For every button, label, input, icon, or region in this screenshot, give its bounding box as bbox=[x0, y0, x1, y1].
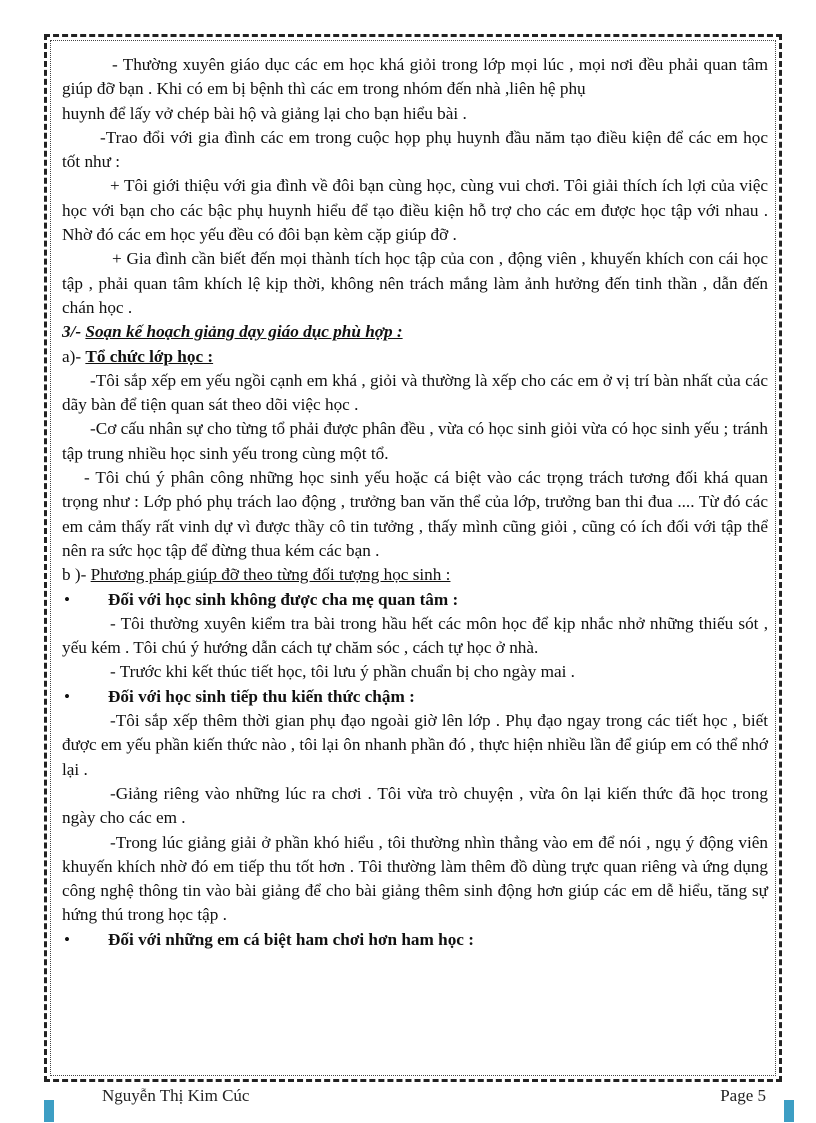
section-b2 bbox=[62, 709, 768, 928]
bullet-icon: • bbox=[64, 686, 71, 706]
paragraph: - Tôi chú ý phân công những học sinh yếu hoặc cá biệt vào các trọng trách tương đối khá quan trọng như : Lớp phó phụ trách lao động , trưởng ban văn thể của lớp, trưởng ban thi đua .... Từ đó các em cảm thấy rất vinh dự vì được thầy cô tin tưởng , thấy mình cũng giỏi , cũng có ích đối với tập thể nên ra sức học tập để đừng thua kém các bạn . bbox=[62, 468, 768, 560]
paragraph: + Tôi giới thiệu với gia đình về đôi bạn cùng học, cùng vui chơi. Tôi giải thích ích lợi của việc học với bạn cho các bậc phụ huynh hiểu để tạo điều kiện hỗ trợ cho các em được học tập với nhau . Nhờ đó các em học yếu đều có đôi bạn kèm cặp giúp đỡ . bbox=[62, 176, 768, 245]
paragraph: -Giảng riêng vào những lúc ra chơi . Tôi vừa trò chuyện , vừa ôn lại kiến thức đã học trong ngày cho các em . bbox=[62, 783, 768, 828]
paragraph: -Cơ cấu nhân sự cho từng tổ phải được phân đều , vừa có học sinh giỏi vừa có học sinh yếu ; tránh tập trung nhiều học sinh yếu trong cùng một tổ. bbox=[62, 419, 768, 463]
heading-3-prefix: 3/- bbox=[62, 322, 82, 342]
heading-b-title: Phương pháp giúp đỡ theo từng đối tượng học sinh : bbox=[90, 565, 451, 585]
corner-decoration-left bbox=[44, 1100, 54, 1122]
document-body bbox=[62, 53, 768, 952]
bullet-icon: • bbox=[64, 589, 71, 609]
paragraph: + Gia đình cần biết đến mọi thành tích học tập của con , động viên , khuyến khích con cái học tập , phải quan tâm khích lệ kịp thời, không nên trách mắng làm ảnh hưởng đến tinh thần , dẫn đến chán học . bbox=[62, 249, 768, 317]
bullet-item-3 bbox=[62, 928, 768, 952]
heading-a-title: Tổ chức lớp học : bbox=[85, 346, 214, 366]
paragraph: -Tôi sắp xếp thêm thời gian phụ đạo ngoài giờ lên lớp . Phụ đạo ngay trong các tiết học , biết được em yếu phần kiến thức nào , tôi lại ôn nhanh phần đó , thực hiện nhiều lần để giúp em có thể nhớ lại . bbox=[62, 711, 768, 779]
bullet-icon: • bbox=[64, 929, 71, 949]
bullet-text: Đối với học sinh tiếp thu kiến thức chậm : bbox=[108, 686, 415, 706]
heading-a-prefix: a)- bbox=[62, 346, 82, 366]
paragraph: huynh để lấy vở chép bài hộ và giảng lại cho bạn hiểu bài . bbox=[62, 103, 467, 123]
intro-section bbox=[62, 53, 768, 320]
heading-3-title: Soạn kế hoạch giảng dạy giáo dục phù hợp : bbox=[85, 322, 403, 342]
paragraph: - Tôi thường xuyên kiểm tra bài trong hầu hết các môn học để kịp nhắc nhở những thiếu sót , yếu kém . Tôi chú ý hướng dẫn cách tự chăm sóc , cách tự học ở nhà. bbox=[62, 613, 768, 658]
bullet-text: Đối với những em cá biệt ham chơi hơn ham học : bbox=[108, 929, 474, 949]
paragraph: -Trao đổi với gia đình các em trong cuộc họp phụ huynh đầu năm tạo điều kiện để các em học tốt như : bbox=[62, 127, 768, 172]
paragraph: -Trong lúc giảng giải ở phần khó hiểu , tôi thường nhìn thẳng vào em để nói , ngụ ý động viên khuyến khích nhờ đó em tiếp thu tốt hơn . Tôi thường làm thêm đồ dùng trực quan riêng và ứng dụng công nghệ thông tin vào bài giảng để cho bài giảng thêm sinh động hơn giúp các em dễ hiểu, tăng sự hứng thú trong học tập . bbox=[62, 832, 768, 925]
heading-3 bbox=[62, 320, 768, 344]
footer-author: Nguyễn Thị Kim Cúc bbox=[102, 1086, 250, 1105]
heading-b bbox=[62, 563, 768, 587]
bullet-item-2 bbox=[62, 685, 768, 709]
section-b1 bbox=[62, 612, 768, 685]
footer-page-number: Page 5 bbox=[720, 1086, 766, 1105]
bullet-item-1 bbox=[62, 588, 768, 612]
heading-b-prefix: b )- bbox=[62, 565, 87, 585]
heading-a bbox=[62, 345, 768, 369]
paragraph: -Tôi sắp xếp em yếu ngồi cạnh em khá , giỏi và thường là xếp cho các em ở vị trí bàn nhất của các dãy bàn để tiện quan sát theo dõi việc học . bbox=[62, 370, 768, 415]
section-a bbox=[62, 369, 768, 563]
paragraph: - Trước khi kết thúc tiết học, tôi lưu ý phần chuẩn bị cho ngày mai . bbox=[110, 662, 575, 682]
paragraph: - Thường xuyên giáo dục các em học khá giỏi trong lớp mọi lúc , mọi nơi đều phải quan tâm giúp đỡ bạn . Khi có em bị bệnh thì các em trong nhóm đến nhà ,liên hệ phụ bbox=[62, 55, 768, 99]
corner-decoration-right bbox=[784, 1100, 794, 1122]
bullet-text: Đối với học sinh không được cha mẹ quan tâm : bbox=[108, 589, 459, 609]
